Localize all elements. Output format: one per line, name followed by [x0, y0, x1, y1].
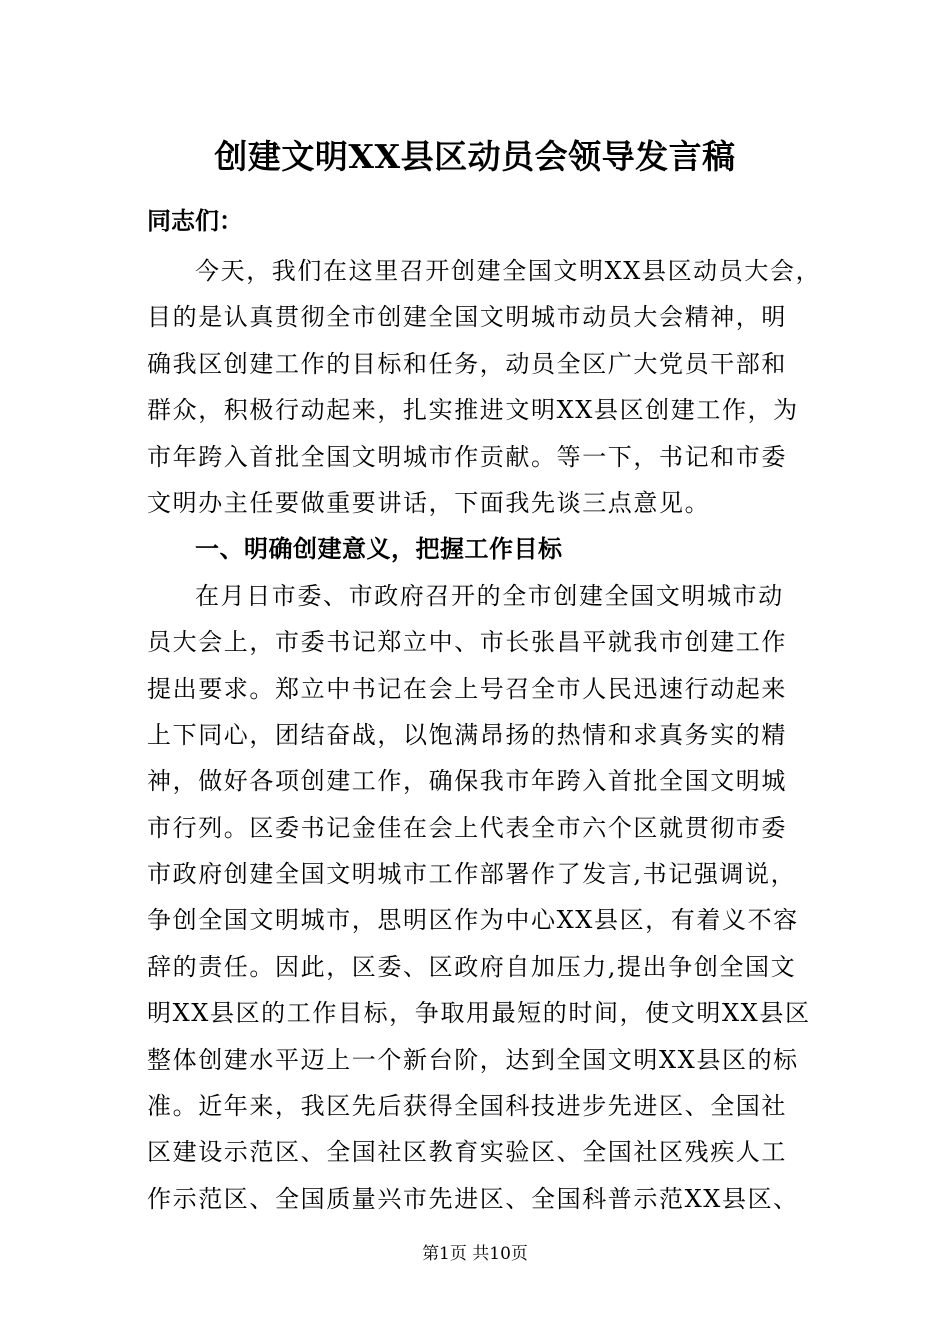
body-line: 文明办主任要做重要讲话，下面我先谈三点意见。: [147, 488, 711, 517]
body-line: 市行列。区委书记金佳在会上代表全市六个区就贯彻市委: [147, 813, 787, 842]
body-line: 市政府创建全国文明城市工作部署作了发言,书记强调说，: [147, 860, 797, 889]
body-line: 市年跨入首批全国文明城市作贡献。等一下，书记和市委: [147, 442, 787, 471]
body-line: 作示范区、全国质量兴市先进区、全国科普示范XX县区、: [147, 1184, 799, 1213]
body-line: 今天，我们在这里召开创建全国文明XX县区动员大会，: [195, 257, 822, 285]
body-line: 区建设示范区、全国社区教育实验区、全国社区残疾人工: [147, 1138, 787, 1167]
greeting: 同志们：: [147, 206, 243, 235]
body-text: [147, 248, 847, 1222]
body-line: 准。近年来，我区先后获得全国科技进步先进区、全国社: [147, 1092, 787, 1121]
body-line: 上下同心，团结奋战，以饱满昂扬的热情和求真务实的精: [147, 720, 787, 749]
document-title: 创建文明XX县区动员会领导发言稿: [214, 137, 736, 176]
body-line: 争创全国文明城市，思明区作为中心XX县区，有着义不容: [147, 906, 799, 935]
body-line: 辞的责任。因此，区委、区政府自加压力,提出争创全国文: [147, 952, 797, 981]
body-line: 群众，积极行动起来，扎实推进文明XX县区创建工作，为: [147, 396, 799, 425]
section-heading: 一、明确创建意义，把握工作目标: [195, 535, 563, 564]
body-line: 神，做好各项创建工作，确保我市年跨入首批全国文明城: [147, 767, 787, 796]
body-line: 明XX县区的工作目标，争取用最短的时间，使文明XX县区: [147, 999, 811, 1028]
page-footer: 第1页 共10页: [422, 1244, 528, 1264]
body-line: 目的是认真贯彻全市创建全国文明城市动员大会精神，明: [147, 303, 787, 332]
body-line: 员大会上，市委书记郑立中、市长张昌平就我市创建工作: [147, 628, 787, 657]
body-line: 在月日市委、市政府召开的全市创建全国文明城市动: [195, 581, 784, 610]
body-line: 确我区创建工作的目标和任务，动员全区广大党员干部和: [147, 349, 787, 378]
body-line: 提出要求。郑立中书记在会上号召全市人民迅速行动起来: [147, 674, 787, 703]
body-line: 整体创建水平迈上一个新台阶，达到全国文明XX县区的标: [147, 1045, 799, 1074]
